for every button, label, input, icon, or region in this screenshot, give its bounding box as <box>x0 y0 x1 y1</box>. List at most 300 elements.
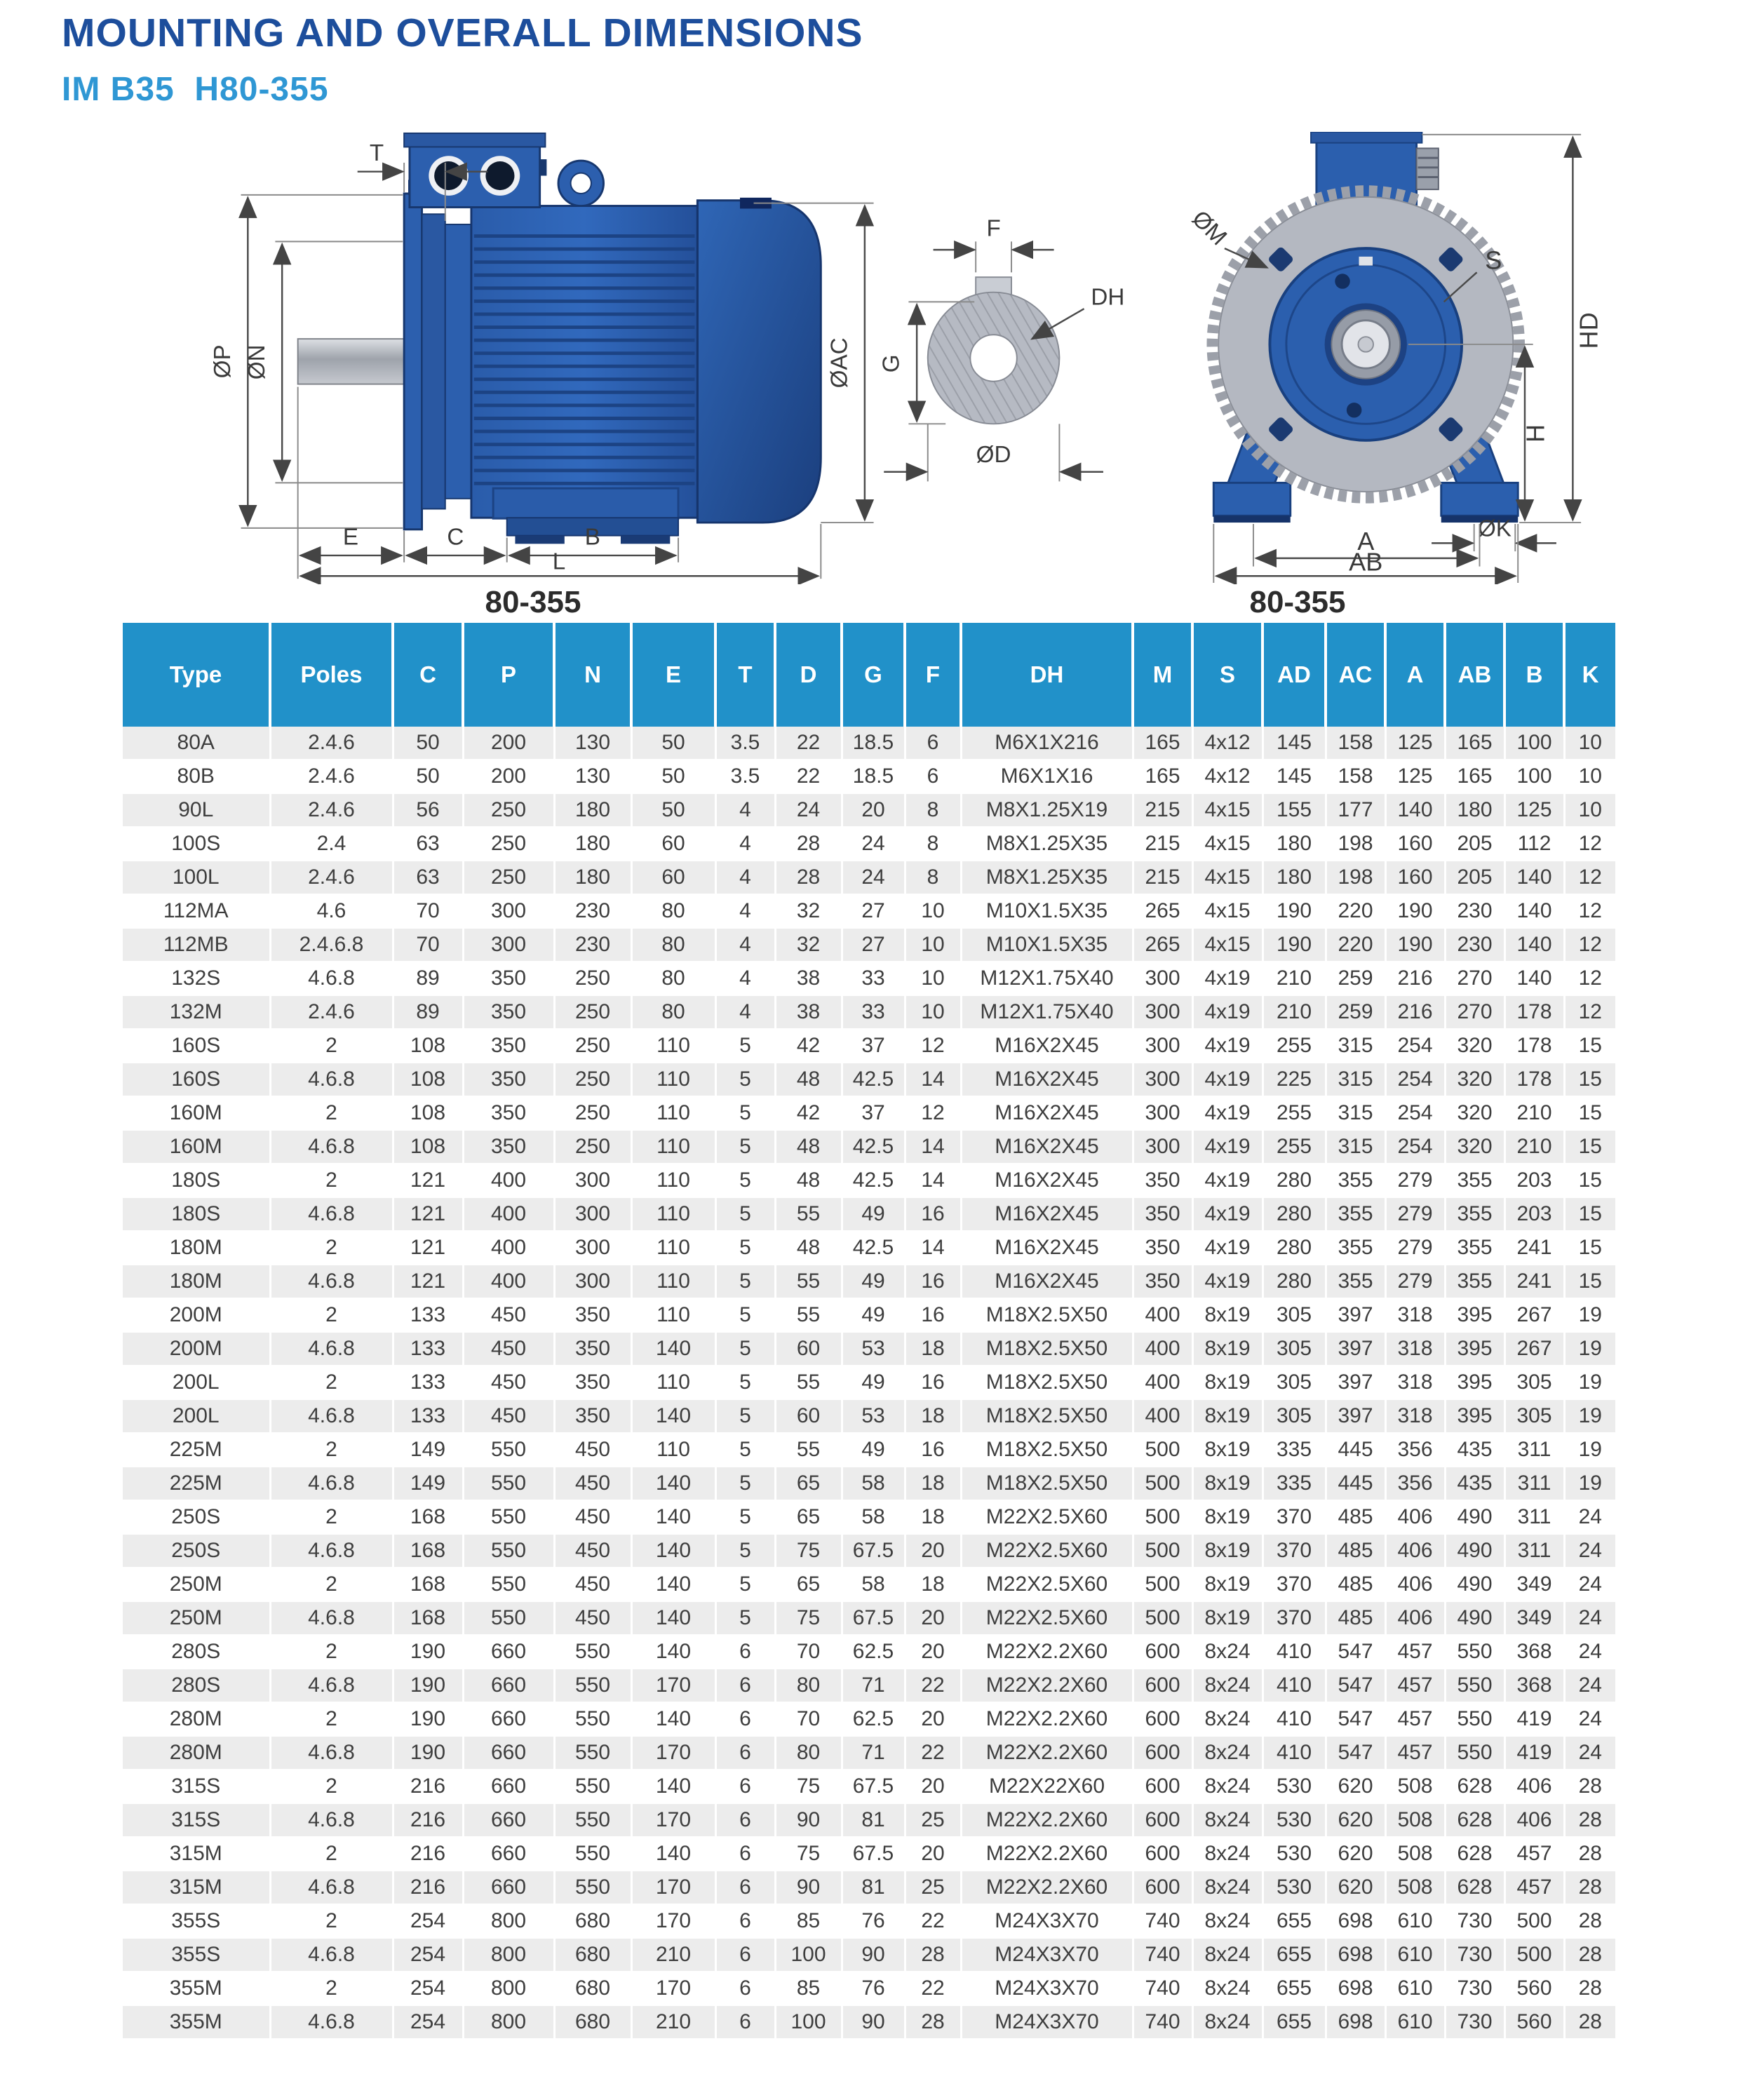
table-cell: 400 <box>463 1265 554 1298</box>
table-cell: 168 <box>393 1534 463 1568</box>
table-cell: 610 <box>1385 2005 1445 2039</box>
table-cell: 37 <box>842 1029 905 1063</box>
table-cell: 2 <box>270 1500 393 1534</box>
table-cell: 28 <box>775 861 842 894</box>
table-cell: 55 <box>775 1366 842 1399</box>
table-cell: M22X2.5X60 <box>961 1568 1133 1601</box>
table-cell: 205 <box>1445 827 1504 861</box>
table-cell: 280 <box>1263 1231 1326 1265</box>
table-cell: 8x24 <box>1192 1669 1263 1702</box>
page-title: MOUNTING AND OVERALL DIMENSIONS <box>62 11 863 55</box>
table-cell: 20 <box>905 1837 961 1871</box>
table-cell: 550 <box>1445 1702 1504 1736</box>
table-cell: 5 <box>715 1164 775 1197</box>
table-cell: 140 <box>1504 894 1564 928</box>
table-cell: 198 <box>1326 827 1385 861</box>
table-cell: 355 <box>1445 1231 1504 1265</box>
table-row <box>123 1568 1615 1601</box>
table-cell: 435 <box>1445 1433 1504 1467</box>
table-cell: 24 <box>842 827 905 861</box>
table-cell: 320 <box>1445 1063 1504 1096</box>
table-cell: M18X2.5X50 <box>961 1332 1133 1366</box>
table-cell: 2 <box>270 1837 393 1871</box>
table-cell: 300 <box>1133 1063 1192 1096</box>
table-cell: 203 <box>1504 1164 1564 1197</box>
table-cell: 53 <box>842 1399 905 1433</box>
table-cell: 37 <box>842 1096 905 1130</box>
table-cell: 397 <box>1326 1399 1385 1433</box>
table-cell: 5 <box>715 1265 775 1298</box>
table-cell: 368 <box>1504 1635 1564 1669</box>
table-cell: M16X2X45 <box>961 1197 1133 1231</box>
table-cell: 160M <box>123 1096 270 1130</box>
table-cell: 250S <box>123 1534 270 1568</box>
table-cell: 10 <box>905 995 961 1029</box>
table-cell: 8x19 <box>1192 1601 1263 1635</box>
table-cell: 550 <box>463 1500 554 1534</box>
table-cell: 254 <box>1385 1029 1445 1063</box>
column-header: G <box>842 623 905 727</box>
column-header: F <box>905 623 961 727</box>
table-cell: 225 <box>1263 1063 1326 1096</box>
table-cell: 2 <box>270 1972 393 2005</box>
table-cell: 300 <box>463 928 554 962</box>
table-cell: 160 <box>1385 827 1445 861</box>
table-cell: 279 <box>1385 1197 1445 1231</box>
table-cell: M16X2X45 <box>961 1130 1133 1164</box>
table-cell: 133 <box>393 1399 463 1433</box>
table-cell: 4.6.8 <box>270 1534 393 1568</box>
table-cell: 6 <box>715 1904 775 1938</box>
table-cell: 108 <box>393 1096 463 1130</box>
table-cell: 125 <box>1504 793 1564 827</box>
table-cell: M24X3X70 <box>961 1904 1133 1938</box>
table-cell: 250 <box>554 962 631 995</box>
table-cell: 81 <box>842 1871 905 1904</box>
table-cell: 318 <box>1385 1298 1445 1332</box>
table-cell: 4 <box>715 793 775 827</box>
table-cell: 800 <box>463 1904 554 1938</box>
table-cell: 250 <box>554 1096 631 1130</box>
front-shaft-center <box>1325 303 1407 385</box>
column-header: D <box>775 623 842 727</box>
table-cell: 457 <box>1385 1702 1445 1736</box>
table-cell: 800 <box>463 2005 554 2039</box>
table-cell: 280 <box>1263 1265 1326 1298</box>
table-cell: 4.6.8 <box>270 1265 393 1298</box>
table-cell: 410 <box>1263 1736 1326 1770</box>
table-cell: 250 <box>554 1130 631 1164</box>
table-cell: 400 <box>463 1231 554 1265</box>
table-cell: 15 <box>1564 1029 1615 1063</box>
table-cell: 67.5 <box>842 1770 905 1803</box>
table-row <box>123 1669 1615 1702</box>
table-cell: 305 <box>1263 1332 1326 1366</box>
table-cell: M6X1X16 <box>961 760 1133 793</box>
table-cell: 90L <box>123 793 270 827</box>
table-cell: 655 <box>1263 1938 1326 1972</box>
table-cell: 356 <box>1385 1467 1445 1500</box>
table-cell: 15 <box>1564 1130 1615 1164</box>
table-cell: 395 <box>1445 1366 1504 1399</box>
table-cell: 110 <box>631 1433 715 1467</box>
table-cell: 170 <box>631 1972 715 2005</box>
table-cell: 450 <box>463 1332 554 1366</box>
table-cell: 600 <box>1133 1635 1192 1669</box>
table-cell: 58 <box>842 1467 905 1500</box>
table-cell: 140 <box>631 1837 715 1871</box>
table-cell: 355 <box>1445 1164 1504 1197</box>
table-cell: 457 <box>1385 1669 1445 1702</box>
table-cell: 28 <box>1564 1972 1615 2005</box>
table-cell: 75 <box>775 1601 842 1635</box>
table-cell: 550 <box>1445 1736 1504 1770</box>
table-cell: 397 <box>1326 1366 1385 1399</box>
table-cell: 457 <box>1504 1837 1564 1871</box>
table-cell: 67.5 <box>842 1534 905 1568</box>
table-cell: M10X1.5X35 <box>961 928 1133 962</box>
table-cell: 355S <box>123 1904 270 1938</box>
header-row <box>123 623 1615 727</box>
table-cell: 6 <box>715 1837 775 1871</box>
table-cell: 190 <box>393 1736 463 1770</box>
table-cell: 19 <box>1564 1433 1615 1467</box>
table-cell: M10X1.5X35 <box>961 894 1133 928</box>
table-cell: 110 <box>631 1265 715 1298</box>
table-row <box>123 894 1615 928</box>
table-cell: 2.4.6.8 <box>270 928 393 962</box>
table-cell: 445 <box>1326 1433 1385 1467</box>
table-cell: 210 <box>1263 962 1326 995</box>
table-row <box>123 1164 1615 1197</box>
table-cell: 8x24 <box>1192 1702 1263 1736</box>
table-cell: 22 <box>775 760 842 793</box>
table-cell: 53 <box>842 1332 905 1366</box>
table-cell: 48 <box>775 1164 842 1197</box>
table-row <box>123 2005 1615 2039</box>
table-cell: 42.5 <box>842 1231 905 1265</box>
table-cell: 450 <box>554 1500 631 1534</box>
table-cell: M16X2X45 <box>961 1029 1133 1063</box>
table-cell: 279 <box>1385 1265 1445 1298</box>
table-cell: 80 <box>631 928 715 962</box>
table-cell: 550 <box>463 1568 554 1601</box>
dim-label-F: F <box>986 215 1001 242</box>
table-cell: 680 <box>554 1904 631 1938</box>
table-cell: 19 <box>1564 1332 1615 1366</box>
table-cell: 350 <box>463 995 554 1029</box>
table-cell: 16 <box>905 1298 961 1332</box>
table-cell: M6X1X216 <box>961 727 1133 760</box>
table-cell: 210 <box>631 1938 715 1972</box>
table-cell: 450 <box>554 1433 631 1467</box>
table-cell: 300 <box>1133 995 1192 1029</box>
table-cell: M22X2.2X60 <box>961 1736 1133 1770</box>
table-cell: 406 <box>1385 1601 1445 1635</box>
table-row <box>123 760 1615 793</box>
table-cell: 698 <box>1326 2005 1385 2039</box>
table-cell: M16X2X45 <box>961 1164 1133 1197</box>
table-cell: 149 <box>393 1433 463 1467</box>
table-cell: 8x24 <box>1192 1972 1263 2005</box>
table-cell: 508 <box>1385 1770 1445 1803</box>
table-cell: 177 <box>1326 793 1385 827</box>
dimensions-table <box>123 623 1615 2040</box>
table-cell: 320 <box>1445 1029 1504 1063</box>
table-cell: 24 <box>842 861 905 894</box>
table-cell: 12 <box>905 1029 961 1063</box>
table-cell: 15 <box>1564 1164 1615 1197</box>
table-cell: 410 <box>1263 1669 1326 1702</box>
table-cell: 400 <box>1133 1298 1192 1332</box>
table-cell: 80 <box>631 894 715 928</box>
table-cell: 55 <box>775 1265 842 1298</box>
table-cell: 89 <box>393 995 463 1029</box>
technical-drawings <box>119 132 1662 584</box>
table-cell: 210 <box>1504 1130 1564 1164</box>
table-cell: 140 <box>631 1568 715 1601</box>
table-cell: 12 <box>1564 894 1615 928</box>
table-cell: 500 <box>1504 1904 1564 1938</box>
table-cell: 500 <box>1133 1601 1192 1635</box>
dim-label-E: E <box>342 524 358 551</box>
table-cell: 70 <box>775 1702 842 1736</box>
table-cell: 133 <box>393 1366 463 1399</box>
table-cell: 168 <box>393 1601 463 1635</box>
table-cell: 5 <box>715 1231 775 1265</box>
table-cell: 311 <box>1504 1467 1564 1500</box>
table-cell: 158 <box>1326 727 1385 760</box>
dim-label-AC: ØAC <box>826 337 853 389</box>
table-cell: 6 <box>715 1803 775 1837</box>
table-cell: 110 <box>631 1130 715 1164</box>
table-cell: 350 <box>463 1063 554 1096</box>
table-cell: 22 <box>905 1972 961 2005</box>
table-cell: 4.6.8 <box>270 1399 393 1433</box>
table-cell: 397 <box>1326 1298 1385 1332</box>
table-cell: 395 <box>1445 1332 1504 1366</box>
table-cell: 600 <box>1133 1770 1192 1803</box>
table-cell: 3.5 <box>715 760 775 793</box>
table-cell: 2 <box>270 1568 393 1601</box>
table-cell: 6 <box>715 1635 775 1669</box>
table-cell: 76 <box>842 1972 905 2005</box>
table-cell: 180 <box>554 827 631 861</box>
table-cell: 508 <box>1385 1871 1445 1904</box>
dim-label-HD: HD <box>1574 312 1603 349</box>
table-cell: 200 <box>463 760 554 793</box>
column-header: Type <box>123 623 270 727</box>
table-cell: 216 <box>393 1803 463 1837</box>
table-cell: 400 <box>463 1197 554 1231</box>
table-cell: M18X2.5X50 <box>961 1399 1133 1433</box>
table-cell: 270 <box>1445 962 1504 995</box>
table-cell: 279 <box>1385 1231 1445 1265</box>
table-cell: 14 <box>905 1130 961 1164</box>
table-cell: 550 <box>554 1770 631 1803</box>
table-cell: 406 <box>1385 1534 1445 1568</box>
table-cell: 660 <box>463 1736 554 1770</box>
table-cell: M22X2.5X60 <box>961 1601 1133 1635</box>
table-cell: 4.6.8 <box>270 962 393 995</box>
table-cell: 250 <box>463 793 554 827</box>
table-cell: 25 <box>905 1803 961 1837</box>
table-cell: 485 <box>1326 1534 1385 1568</box>
table-cell: 254 <box>393 1938 463 1972</box>
table-cell: 140 <box>631 1467 715 1500</box>
table-cell: 255 <box>1263 1096 1326 1130</box>
table-cell: 48 <box>775 1130 842 1164</box>
table-cell: 216 <box>1385 995 1445 1029</box>
table-cell: 730 <box>1445 2005 1504 2039</box>
table-cell: 2 <box>270 1029 393 1063</box>
table-cell: 50 <box>631 760 715 793</box>
column-header: AD <box>1263 623 1326 727</box>
table-cell: 55 <box>775 1197 842 1231</box>
table-cell: 600 <box>1133 1803 1192 1837</box>
table-row <box>123 1770 1615 1803</box>
table-cell: 12 <box>1564 827 1615 861</box>
table-cell: 100S <box>123 827 270 861</box>
table-cell: 2 <box>270 1096 393 1130</box>
table-cell: 50 <box>393 727 463 760</box>
table-cell: 28 <box>1564 1837 1615 1871</box>
table-cell: 19 <box>1564 1467 1615 1500</box>
table-row <box>123 1803 1615 1837</box>
table-cell: 2.4 <box>270 827 393 861</box>
table-cell: 145 <box>1263 727 1326 760</box>
table-cell: M22X2.2X60 <box>961 1669 1133 1702</box>
table-cell: 349 <box>1504 1568 1564 1601</box>
column-header: N <box>554 623 631 727</box>
table-cell: 67.5 <box>842 1837 905 1871</box>
table-cell: 108 <box>393 1029 463 1063</box>
table-cell: 300 <box>1133 1029 1192 1063</box>
table-cell: 80 <box>631 962 715 995</box>
table-cell: 20 <box>905 1534 961 1568</box>
table-cell: 355 <box>1326 1164 1385 1197</box>
table-cell: 121 <box>393 1164 463 1197</box>
table-cell: 530 <box>1263 1770 1326 1803</box>
table-cell: 4.6.8 <box>270 1938 393 1972</box>
dim-label-S: S <box>1485 245 1502 275</box>
column-header: B <box>1504 623 1564 727</box>
table-cell: 350 <box>1133 1164 1192 1197</box>
table-cell: 180 <box>554 793 631 827</box>
table-cell: 22 <box>905 1669 961 1702</box>
table-cell: 230 <box>554 894 631 928</box>
table-cell: 10 <box>905 894 961 928</box>
table-cell: 112MB <box>123 928 270 962</box>
table-cell: 550 <box>1445 1635 1504 1669</box>
table-cell: 24 <box>775 793 842 827</box>
table-cell: 32 <box>775 894 842 928</box>
table-cell: M22X22X60 <box>961 1770 1133 1803</box>
table-cell: 610 <box>1385 1972 1445 2005</box>
column-header: AB <box>1445 623 1504 727</box>
table-cell: 2.4.6 <box>270 861 393 894</box>
table-cell: 400 <box>463 1164 554 1197</box>
table-cell: 655 <box>1263 1904 1326 1938</box>
table-cell: 355 <box>1326 1265 1385 1298</box>
table-row <box>123 928 1615 962</box>
table-cell: 550 <box>554 1702 631 1736</box>
table-cell: 4x19 <box>1192 1231 1263 1265</box>
table-cell: 740 <box>1133 2005 1192 2039</box>
dim-F <box>934 216 1054 273</box>
table-cell: 254 <box>1385 1063 1445 1096</box>
table-cell: 5 <box>715 1197 775 1231</box>
table-cell: M16X2X45 <box>961 1063 1133 1096</box>
table-cell: 24 <box>1564 1702 1615 1736</box>
table-cell: 6 <box>715 1871 775 1904</box>
table-cell: 110 <box>631 1164 715 1197</box>
table-cell: 4x15 <box>1192 928 1263 962</box>
table-cell: 42 <box>775 1096 842 1130</box>
table-cell: 200M <box>123 1332 270 1366</box>
table-cell: 8x19 <box>1192 1500 1263 1534</box>
table-cell: 4 <box>715 861 775 894</box>
table-cell: 58 <box>842 1500 905 1534</box>
table-cell: 410 <box>1263 1702 1326 1736</box>
table-cell: 457 <box>1385 1736 1445 1770</box>
table-cell: 140 <box>631 1534 715 1568</box>
table-cell: 8x24 <box>1192 1904 1263 1938</box>
table-cell: 110 <box>631 1366 715 1399</box>
table-cell: 12 <box>1564 861 1615 894</box>
table-row <box>123 1399 1615 1433</box>
table-cell: 165 <box>1445 760 1504 793</box>
table-cell: 660 <box>463 1669 554 1702</box>
table-cell: 450 <box>554 1534 631 1568</box>
motor-body <box>471 206 698 519</box>
table-cell: 27 <box>842 928 905 962</box>
dim-label-G: G <box>878 354 905 373</box>
table-cell: 15 <box>1564 1231 1615 1265</box>
table-row <box>123 1029 1615 1063</box>
table-cell: 2 <box>270 1904 393 1938</box>
front-view-caption: 80-355 <box>1249 585 1346 619</box>
table-cell: 500 <box>1133 1568 1192 1601</box>
table-cell: 12 <box>1564 962 1615 995</box>
table-cell: 620 <box>1326 1803 1385 1837</box>
table-cell: 4.6.8 <box>270 1736 393 1770</box>
table-cell: 250 <box>463 827 554 861</box>
table-cell: 350 <box>1133 1231 1192 1265</box>
table-cell: 370 <box>1263 1500 1326 1534</box>
table-cell: 220 <box>1326 894 1385 928</box>
table-cell: 600 <box>1133 1702 1192 1736</box>
table-cell: 250M <box>123 1601 270 1635</box>
table-cell: 550 <box>554 1635 631 1669</box>
table-cell: 4x19 <box>1192 1096 1263 1130</box>
table-cell: 410 <box>1263 1635 1326 1669</box>
table-cell: 12 <box>905 1096 961 1130</box>
table-cell: 65 <box>775 1500 842 1534</box>
table-cell: 178 <box>1504 1063 1564 1096</box>
table-cell: 5 <box>715 1063 775 1096</box>
table-cell: 547 <box>1326 1702 1385 1736</box>
table-cell: 349 <box>1504 1601 1564 1635</box>
table-cell: 158 <box>1326 760 1385 793</box>
table-cell: 140 <box>631 1770 715 1803</box>
table-cell: 406 <box>1504 1803 1564 1837</box>
table-cell: 318 <box>1385 1332 1445 1366</box>
table-cell: 180 <box>1263 861 1326 894</box>
table-cell: 508 <box>1385 1837 1445 1871</box>
table-row <box>123 1736 1615 1770</box>
table-cell: 110 <box>631 1063 715 1096</box>
